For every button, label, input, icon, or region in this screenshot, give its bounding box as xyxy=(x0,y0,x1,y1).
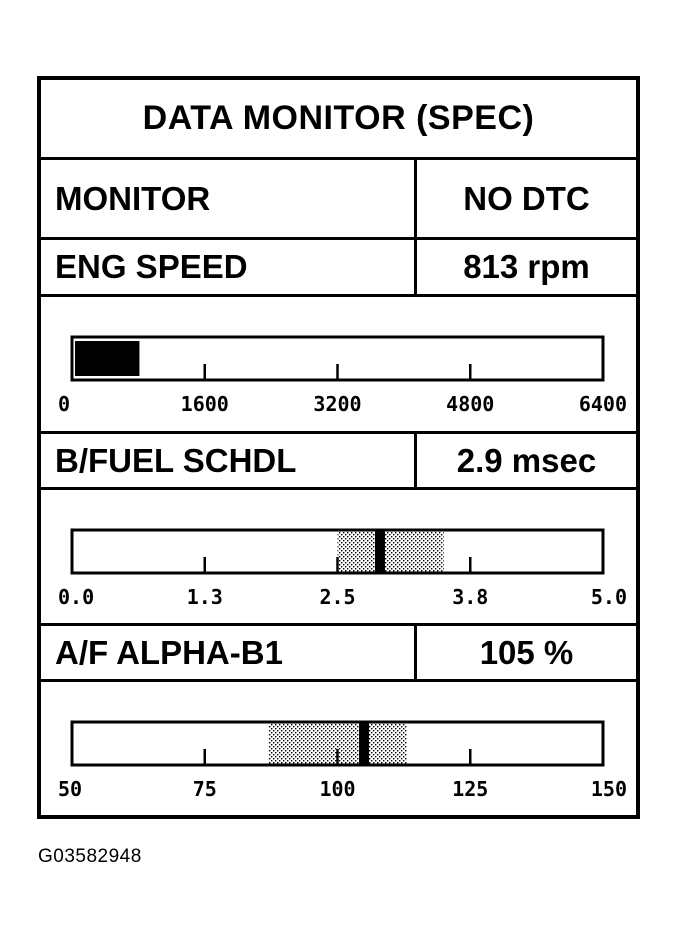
fuel-value-marker xyxy=(375,532,385,572)
fuel-gauge-row xyxy=(41,490,636,626)
monitor-value: NO DTC xyxy=(463,179,590,217)
af_alpha-tick-label: 150 xyxy=(590,777,627,801)
fuel-tick-label: 2.5 xyxy=(319,585,356,609)
fuel-value: 2.9 msec xyxy=(456,441,597,479)
af_alpha-value-marker xyxy=(359,724,369,764)
eng_speed-tick-label: 1600 xyxy=(180,392,229,416)
af_alpha-tick-label: 50 xyxy=(58,777,83,801)
fuel-gauge xyxy=(41,490,636,623)
eng-speed-gauge xyxy=(41,297,636,431)
eng_speed-tick-label: 4800 xyxy=(446,392,495,416)
eng-speed-gauge-row xyxy=(41,297,636,434)
data-monitor-panel xyxy=(37,76,640,819)
fuel-row xyxy=(41,434,636,490)
eng-speed-label: ENG SPEED xyxy=(41,240,417,294)
fuel-tick-label: 3.8 xyxy=(452,585,489,609)
panel-title-row xyxy=(41,80,636,160)
fuel-label: B/FUEL SCHDL xyxy=(41,434,417,487)
af_alpha-tick-label: 75 xyxy=(192,777,217,801)
af_alpha-tick-label: 125 xyxy=(452,777,489,801)
af-alpha-row xyxy=(41,626,636,682)
panel-title: DATA MONITOR (SPEC) xyxy=(142,99,535,137)
eng_speed-tick-label: 0 xyxy=(58,392,71,416)
fuel-spec-range xyxy=(338,532,444,572)
fuel-tick-label: 1.3 xyxy=(186,585,223,609)
monitor-row xyxy=(41,160,636,240)
eng_speed-tick-label: 6400 xyxy=(578,392,627,416)
af-alpha-gauge-row xyxy=(41,682,636,815)
fuel-tick-label: 5.0 xyxy=(590,585,627,609)
monitor-label: MONITOR xyxy=(41,160,417,237)
fuel-tick-label: 0.0 xyxy=(58,585,95,609)
eng-speed-row xyxy=(41,240,636,297)
af-alpha-label: A/F ALPHA-B1 xyxy=(41,626,417,679)
figure-id: G03582948 xyxy=(38,846,142,867)
eng_speed-value-fill xyxy=(75,341,139,376)
eng-speed-value: 813 rpm xyxy=(463,248,590,285)
eng_speed-tick-label: 3200 xyxy=(313,392,362,416)
af_alpha-tick-label: 100 xyxy=(319,777,356,801)
af-alpha-value: 105 % xyxy=(479,633,574,671)
af-alpha-gauge xyxy=(41,682,636,815)
